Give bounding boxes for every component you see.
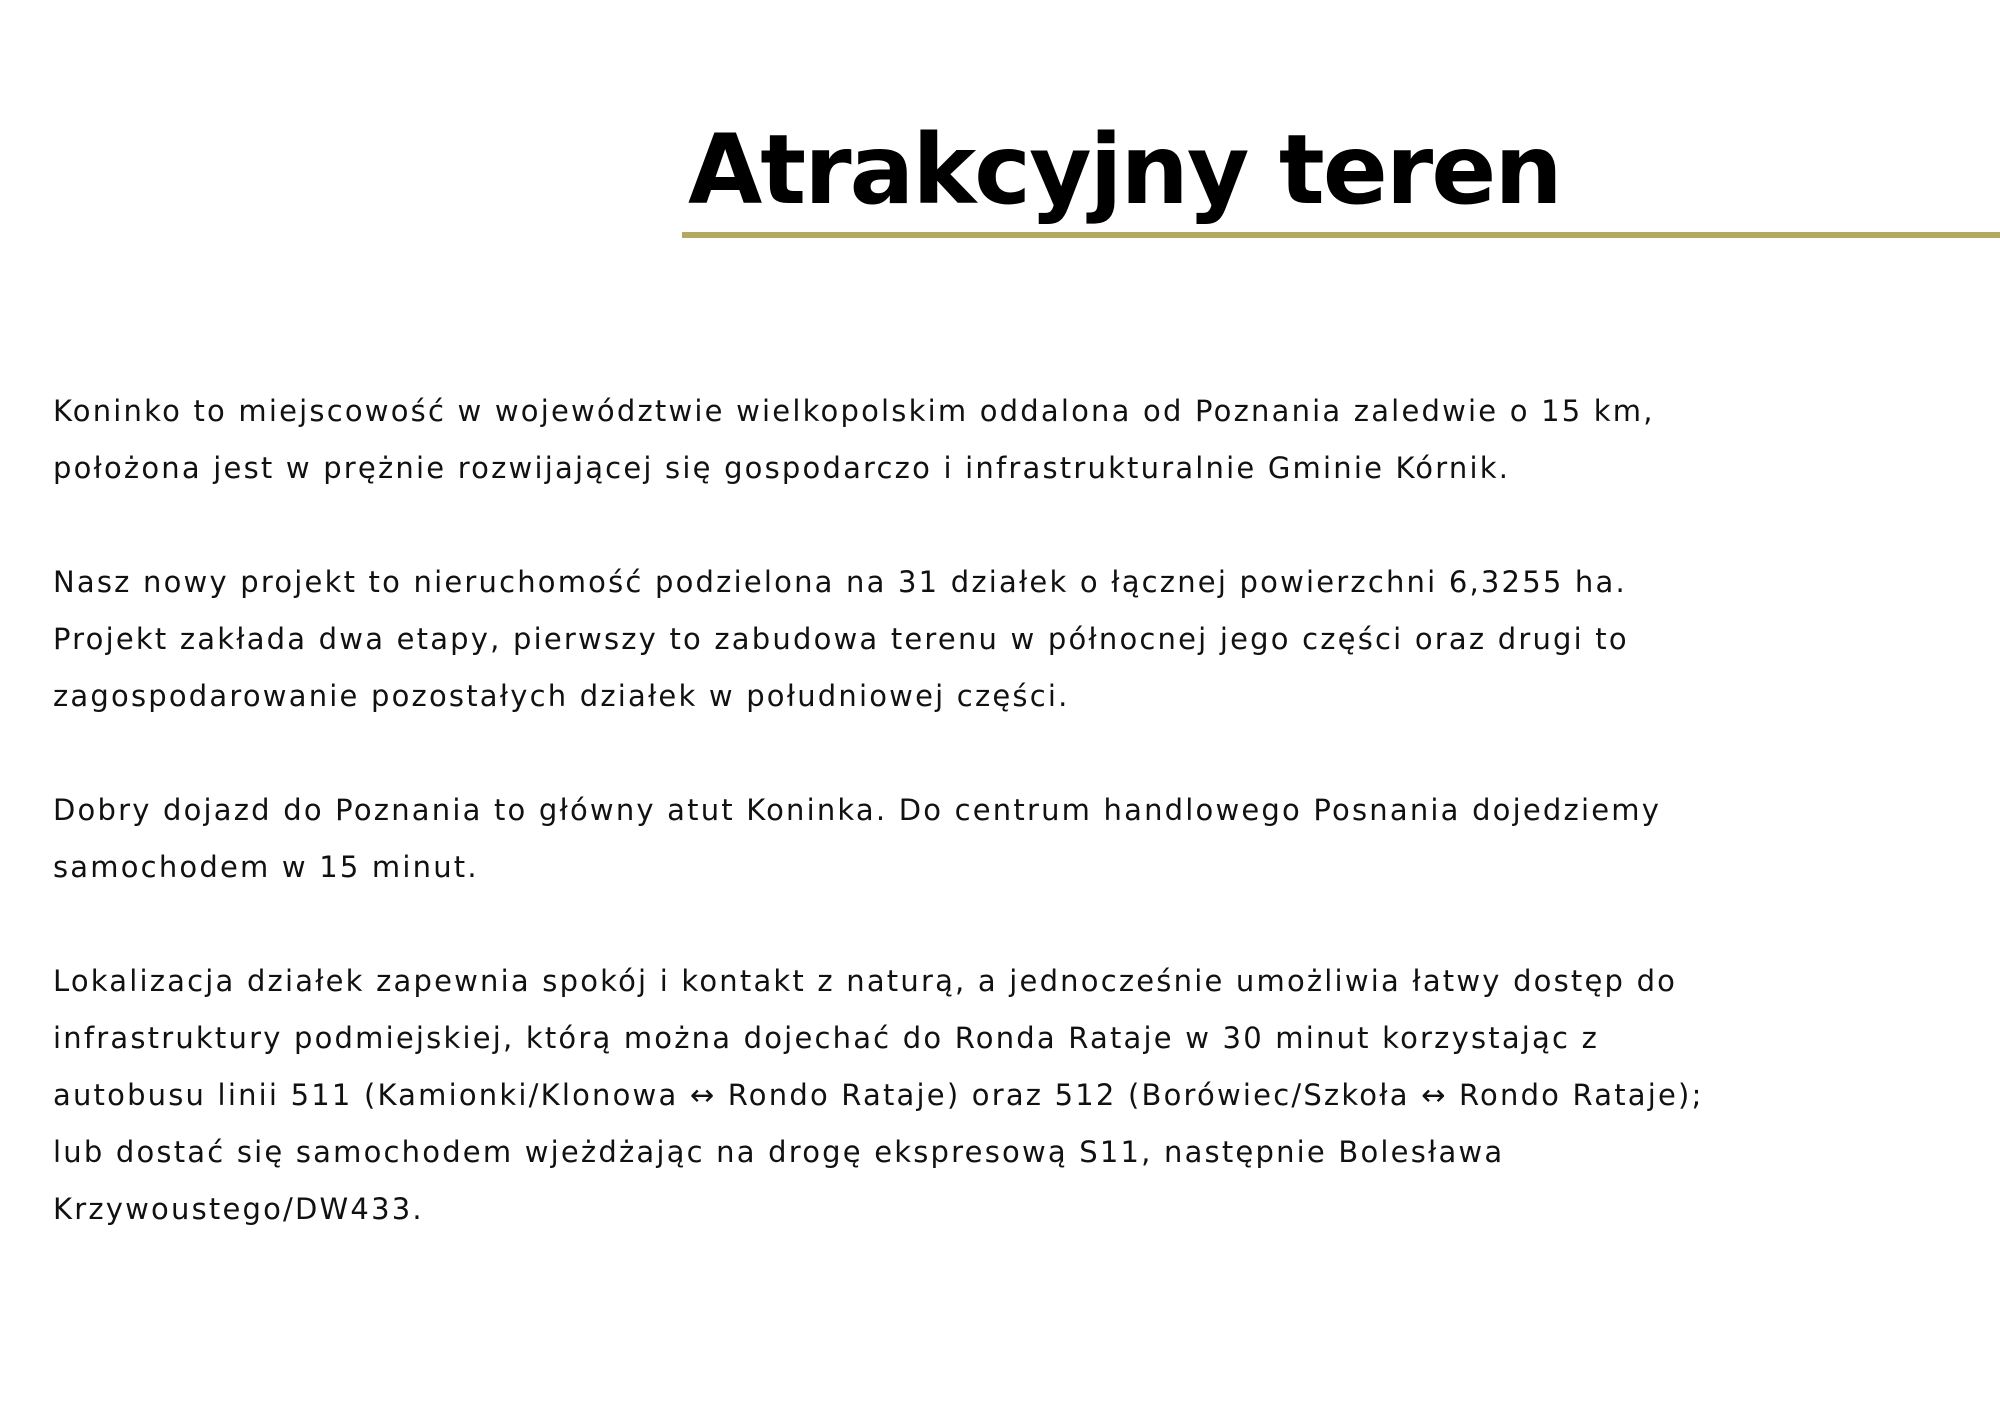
text-line: Koninko to miejscowość w województwie wielkopolskim oddalona od Poznania zaledwie o 15 km,	[53, 394, 1655, 428]
text-line: Projekt zakłada dwa etapy, pierwszy to zabudowa terenu w północnej jego części oraz drugi to	[53, 622, 1629, 656]
text-line: autobusu linii 511 (Kamionki/Klonowa ↔ Rondo Rataje) oraz 512 (Borówiec/Szkoła ↔ Rondo Rataje);	[53, 1078, 1704, 1112]
paragraph-transport	[53, 953, 1923, 1238]
text-line: położona jest w prężnie rozwijającej się gospodarczo i infrastrukturalnie Gminie Kórnik.	[53, 451, 1511, 485]
paragraph-location	[53, 383, 1923, 497]
paragraph-project	[53, 554, 1923, 725]
text-line: Krzywoustego/DW433.	[53, 1192, 424, 1226]
text-line: infrastruktury podmiejskiej, którą można dojechać do Ronda Rataje w 30 minut korzystając z	[53, 1021, 1600, 1055]
text-line: Dobry dojazd do Poznania to główny atut Koninka. Do centrum handlowego Posnania dojedziemy	[53, 793, 1662, 827]
text-line: zagospodarowanie pozostałych działek w południowej części.	[53, 679, 1070, 713]
text-line: Lokalizacja działek zapewnia spokój i kontakt z naturą, a jednocześnie umożliwia łatwy dostęp do	[53, 964, 1678, 998]
text-line: samochodem w 15 minut.	[53, 850, 479, 884]
paragraph-access	[53, 782, 1923, 896]
title-underline	[682, 232, 2000, 238]
page-title: Atrakcyjny teren	[688, 114, 1561, 226]
body-text	[53, 383, 1923, 1295]
text-line: lub dostać się samochodem wjeżdżając na drogę ekspresową S11, następnie Bolesława	[53, 1135, 1505, 1169]
text-line: Nasz nowy projekt to nieruchomość podzielona na 31 działek o łącznej powierzchni 6,3255 ha.	[53, 565, 1627, 599]
